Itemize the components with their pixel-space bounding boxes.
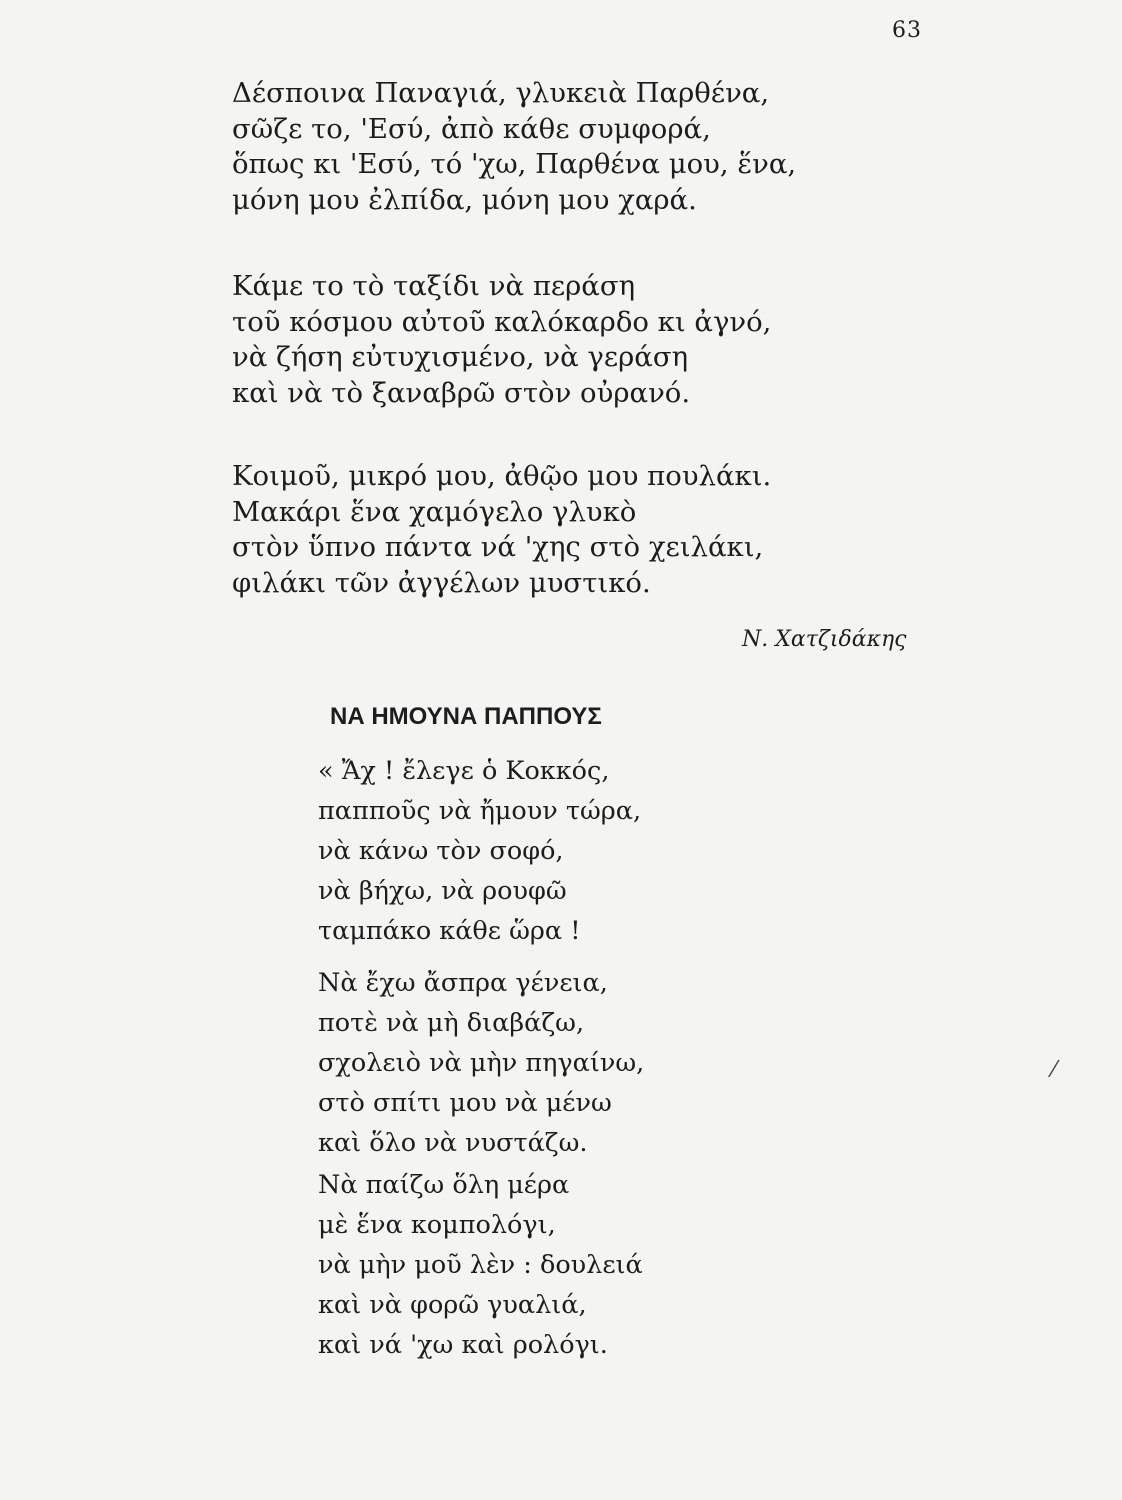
- verse-line: σχολειὸ νὰ μὴν πηγαίνω,: [318, 1048, 645, 1078]
- verse-line: στὸν ὕπνο πάντα νά 'χης στὸ χειλάκι,: [232, 531, 764, 563]
- second-poem-stanza-3: [318, 1165, 643, 1365]
- verse-line: καὶ νὰ τὸ ξαναβρῶ στὸν οὐρανό.: [232, 376, 691, 409]
- verse-line: μὲ ἕνα κομπολόγι,: [318, 1210, 556, 1240]
- verse-line: νὰ μὴν μοῦ λὲν : δουλειά: [318, 1250, 643, 1280]
- verse-line: « Ἄχ ! ἔλεγε ὁ Κοκκός,: [318, 756, 610, 786]
- verse-line: Μακάρι ἕνα χαμόγελο γλυκὸ: [232, 495, 637, 528]
- first-poem-stanza-1: [232, 76, 796, 218]
- verse-line: παπποῦς νὰ ἤμουν τώρα,: [318, 796, 642, 826]
- verse-line: καὶ νά 'χω καὶ ρολόγι.: [318, 1330, 608, 1360]
- verse-line: ποτὲ νὰ μὴ διαβάζω,: [318, 1008, 585, 1038]
- second-poem-stanza-1: [318, 751, 641, 951]
- verse-line: Κοιμοῦ, μικρό μου, ἀθῷο μου πουλάκι.: [232, 460, 772, 492]
- first-poem-stanza-3: [232, 459, 771, 601]
- verse-line: νὰ κάνω τὸν σοφό,: [318, 836, 564, 866]
- verse-line: φιλάκι τῶν ἀγγέλων μυστικό.: [232, 566, 651, 599]
- page-number: 63: [892, 18, 922, 43]
- verse-line: Δέσποινα Παναγιά, γλυκειὰ Παρθένα,: [232, 77, 770, 109]
- verse-line: καὶ ὅλο νὰ νυστάζω.: [318, 1128, 588, 1158]
- verse-line: νὰ ζήση εὐτυχισμένο, νὰ γεράση: [232, 341, 689, 373]
- ink-mark: ⁄: [1052, 1058, 1056, 1083]
- verse-line: νὰ βήχω, νὰ ρουφῶ: [318, 876, 567, 906]
- verse-line: Νὰ παίζω ὅλη μέρα: [318, 1170, 570, 1200]
- verse-line: ταμπάκο κάθε ὥρα !: [318, 916, 581, 946]
- verse-line: Νὰ ἔχω ἄσπρα γένεια,: [318, 968, 608, 998]
- verse-line: μόνη μου ἐλπίδα, μόνη μου χαρά.: [232, 183, 697, 216]
- second-poem-stanza-2: [318, 963, 644, 1163]
- verse-line: Κάμε το τὸ ταξίδι νὰ περάση: [232, 270, 636, 302]
- poem-title: ΝΑ ΗΜΟΥΝΑ ΠΑΠΠΟΥΣ: [330, 703, 602, 730]
- verse-line: καὶ νὰ φορῶ γυαλιά,: [318, 1290, 587, 1320]
- poem-author: Ν. Χατζιδάκης: [742, 627, 907, 652]
- verse-line: ὅπως κι 'Εσύ, τό 'χω, Παρθένα μου, ἕνα,: [232, 148, 797, 180]
- first-poem-stanza-2: [232, 269, 771, 411]
- verse-line: σῶζε το, 'Εσύ, ἀπὸ κάθε συμφορά,: [232, 112, 711, 145]
- verse-line: στὸ σπίτι μου νὰ μένω: [318, 1088, 612, 1118]
- verse-line: τοῦ κόσμου αὐτοῦ καλόκαρδο κι ἀγνό,: [232, 305, 772, 338]
